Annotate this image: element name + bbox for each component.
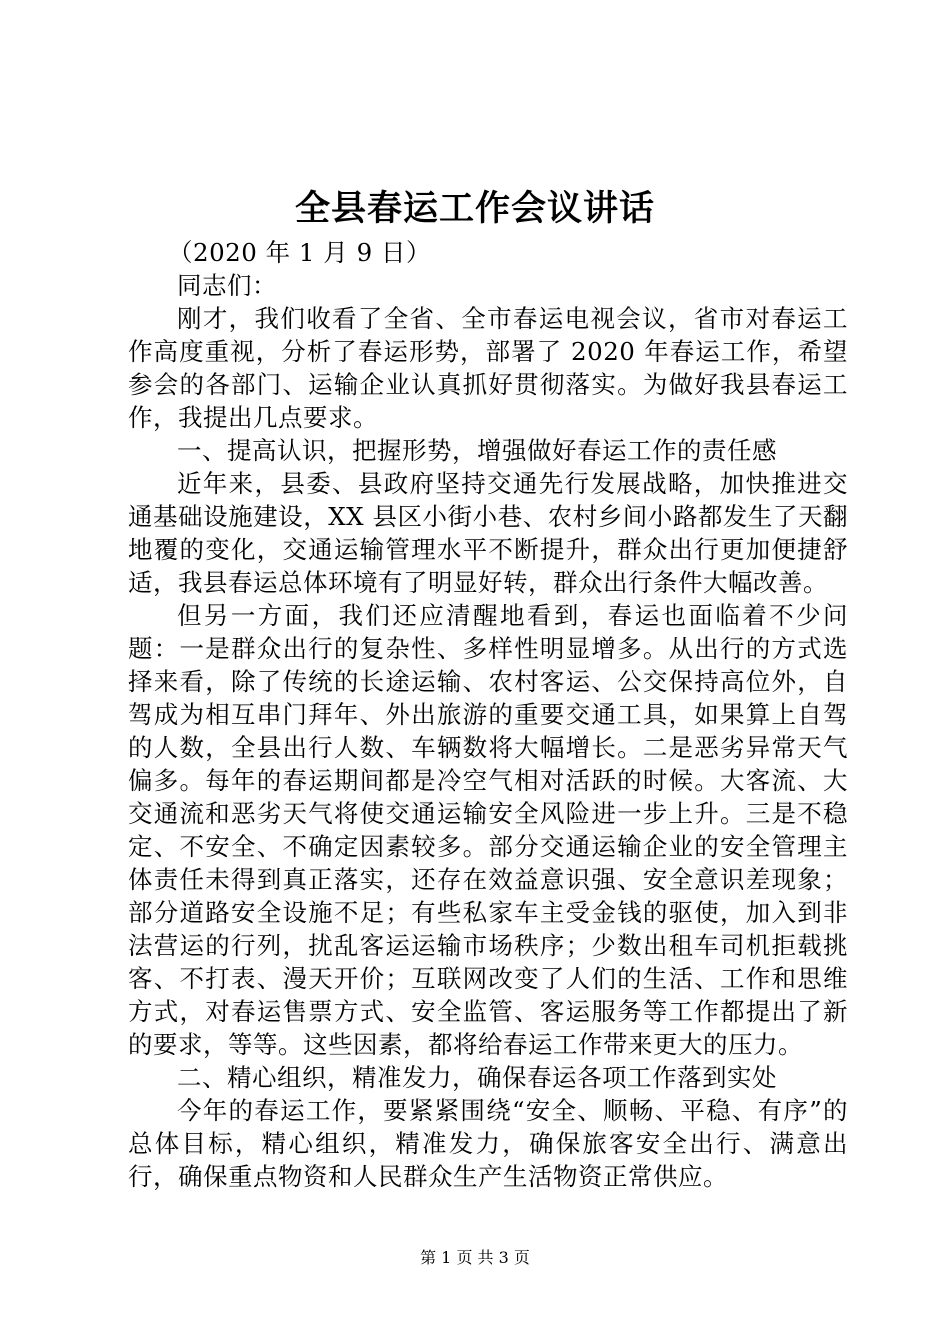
paragraph-progress: 近年来，县委、县政府坚持交通先行发展战略，加快推进交通基础设施建设，XX 县区小街小巷、农村乡间小路都发生了天翻地覆的变化，交通运输管理水平不断提升，群众出行更加便捷舒适，我县春运总体环境有了明显好转，群众出行条件大幅改善。 [128,469,848,597]
paragraph-intro: 刚才，我们收看了全省、全市春运电视会议，省市对春运工作高度重视，分析了春运形势，部署了 2020 年春运工作，希望参会的各部门、运输企业认真抓好贯彻落实。为做好我县春运工作，我提出几点要求。 [128,304,848,432]
salutation: 同志们： [177,271,277,300]
paragraph-goals: 今年的春运工作，要紧紧围绕“安全、顺畅、平稳、有序”的总体目标，精心组织，精准发力，确保旅客安全出行、满意出行，确保重点物资和人民群众生产生活物资正常供应。 [128,1096,848,1191]
section-heading-1: 一、提高认识，把握形势，增强做好春运工作的责任感 [177,436,777,465]
paragraph-problems: 但另一方面，我们还应清醒地看到，春运也面临着不少问题：一是群众出行的复杂性、多样性明显增多。从出行的方式选择来看，除了传统的长途运输、农村客运、公交保持高位外，自驾成为相互串门拜年、外出旅游的重要交通工具，如果算上自驾的人数，全县出行人数、车辆数将大幅增长。二是恶劣异常天气偏多。每年的春运期间都是冷空气相对活跃的时候。大客流、大交通流和恶劣天气将使交通运输安全风险进一步上升。三是不稳定、不安全、不确定因素较多。部分交通运输企业的安全管理主体责任未得到真正落实，还存在效益意识强、安全意识差现象；部分道路安全设施不足；有些私家车主受金钱的驱使，加入到非法营运的行列，扰乱客运运输市场秩序；少数出租车司机拒载挑客、不打表、漫天开价；互联网改变了人们的生活、工作和思维方式，对春运售票方式、安全监管、客运服务等工作都提出了新的要求，等等。这些因素，都将给春运工作带来更大的压力。 [128,601,848,1059]
speech-date: （2020 年 1 月 9 日） [168,238,431,267]
document-title: 全县春运工作会议讲话 [294,188,655,229]
page-number: 第 1 页 共 3 页 [420,1248,530,1267]
section-heading-2: 二、精心组织，精准发力，确保春运各项工作落到实处 [177,1063,777,1092]
document-body [128,236,848,1193]
